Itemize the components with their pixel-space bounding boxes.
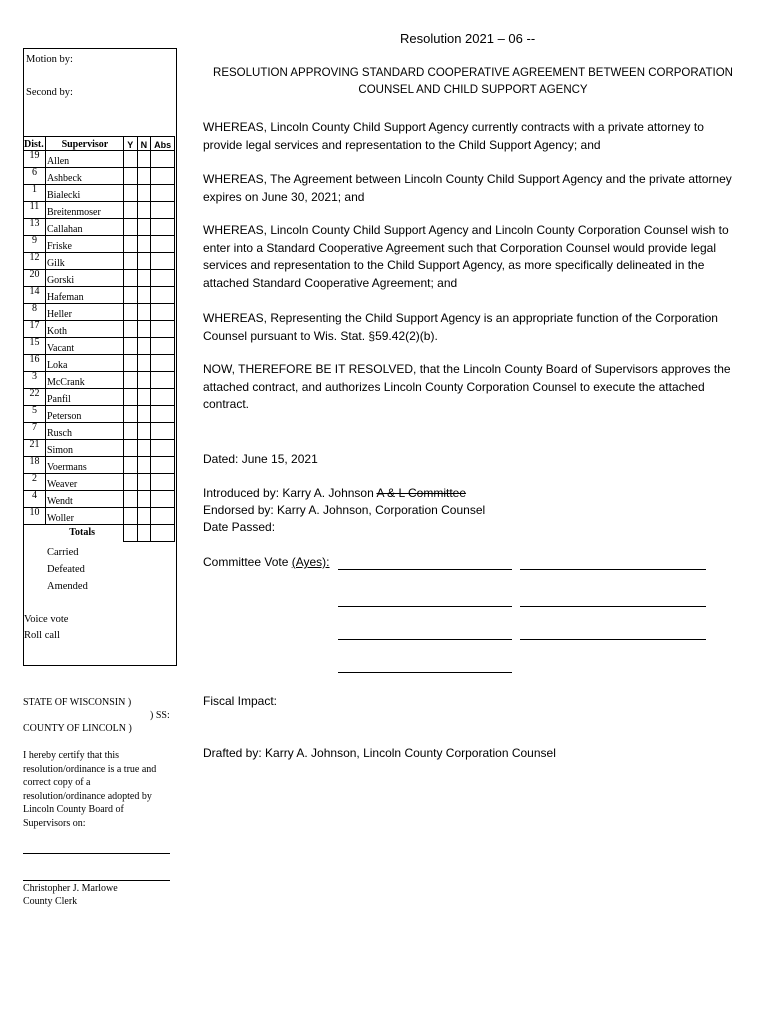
district-cell: 12	[24, 253, 46, 270]
committee-signature-line	[338, 606, 512, 607]
clerk-name: Christopher J. Marlowe	[23, 883, 118, 894]
supervisor-name-cell: Rusch	[45, 423, 123, 440]
no-vote-cell	[137, 253, 151, 270]
table-row	[24, 491, 175, 508]
table-row	[24, 168, 175, 185]
dated-line: Dated: June 15, 2021	[203, 452, 318, 466]
dist-header: Dist.	[24, 137, 46, 151]
no-vote-cell	[137, 423, 151, 440]
district-cell: 22	[24, 389, 46, 406]
supervisor-rows	[24, 151, 175, 542]
supervisor-name-cell: Gilk	[45, 253, 123, 270]
no-vote-cell	[137, 185, 151, 202]
state-line: STATE OF WISCONSIN )	[23, 697, 132, 708]
totals-label: Totals	[24, 525, 124, 542]
yes-vote-cell	[123, 406, 137, 423]
table-row	[24, 253, 175, 270]
abstain-vote-cell	[151, 440, 175, 457]
abstain-vote-cell	[151, 491, 175, 508]
introduced-struck-text: A & L Committee	[376, 486, 467, 500]
second-by-label: Second by:	[26, 87, 73, 98]
district-cell: 20	[24, 270, 46, 287]
abstain-vote-cell	[151, 423, 175, 440]
district-cell: 10	[24, 508, 46, 525]
abstain-vote-cell	[151, 338, 175, 355]
defeated-label: Defeated	[47, 564, 85, 575]
yes-vote-cell	[123, 185, 137, 202]
committee-signature-line	[520, 639, 706, 640]
abstain-vote-cell	[151, 253, 175, 270]
abstain-vote-cell	[151, 270, 175, 287]
supervisor-name-cell: Weaver	[45, 474, 123, 491]
endorsed-by-line: Endorsed by: Karry A. Johnson, Corporation Counsel	[203, 503, 486, 517]
yes-vote-cell	[123, 270, 137, 287]
yes-total-cell	[123, 525, 137, 542]
no-vote-cell	[137, 321, 151, 338]
yes-vote-cell	[123, 304, 137, 321]
supervisor-name-cell: Loka	[45, 355, 123, 372]
district-cell: 8	[24, 304, 46, 321]
yes-vote-cell	[123, 474, 137, 491]
no-vote-cell	[137, 202, 151, 219]
district-cell: 15	[24, 338, 46, 355]
committee-vote-label: Committee Vote	[203, 555, 289, 569]
abstain-vote-cell	[151, 185, 175, 202]
abstain-vote-cell	[151, 355, 175, 372]
supervisor-name-cell: Panfil	[45, 389, 123, 406]
abstain-vote-cell	[151, 321, 175, 338]
supervisor-name-cell: Bialecki	[45, 185, 123, 202]
supervisor-name-cell: Voermans	[45, 457, 123, 474]
table-row	[24, 321, 175, 338]
no-vote-cell	[137, 474, 151, 491]
table-row	[24, 219, 175, 236]
no-vote-cell	[137, 491, 151, 508]
table-row	[24, 389, 175, 406]
no-vote-cell	[137, 508, 151, 525]
committee-signature-line	[338, 569, 512, 570]
no-vote-cell	[137, 151, 151, 168]
table-row	[24, 372, 175, 389]
yes-vote-cell	[123, 491, 137, 508]
abstain-vote-cell	[151, 508, 175, 525]
no-vote-cell	[137, 389, 151, 406]
table-row	[24, 185, 175, 202]
county-line: COUNTY OF LINCOLN )	[23, 723, 132, 734]
table-row	[24, 287, 175, 304]
no-vote-cell	[137, 372, 151, 389]
district-cell: 17	[24, 321, 46, 338]
no-total-cell	[137, 525, 151, 542]
district-cell: 18	[24, 457, 46, 474]
supervisor-name-cell: Ashbeck	[45, 168, 123, 185]
fiscal-impact-line: Fiscal Impact:	[203, 694, 278, 708]
abstain-vote-cell	[151, 389, 175, 406]
yes-vote-cell	[123, 355, 137, 372]
abstain-vote-cell	[151, 287, 175, 304]
roll-call-label: Roll call	[24, 630, 60, 641]
abstain-vote-cell	[151, 474, 175, 491]
supervisor-name-cell: Hafeman	[45, 287, 123, 304]
table-row	[24, 440, 175, 457]
table-row	[24, 423, 175, 440]
committee-vote-line	[203, 554, 330, 572]
ss-line: ) SS:	[150, 710, 170, 721]
introduced-by-text: Introduced by: Karry A. Johnson	[203, 486, 374, 500]
supervisor-name-cell: Gorski	[45, 270, 123, 287]
no-vote-cell	[137, 270, 151, 287]
whereas-paragraph-3: WHEREAS, Lincoln County Child Support Agency and Lincoln County Corporation Counsel wish to enter into a Standard Cooperative Agreement such that Corporation Counsel would provide legal services and representation to the Child Support Agency, as more specifically delineated in the attached Standard Cooperative Agreement; and	[203, 223, 729, 290]
committee-vote-ayes: (Ayes):	[291, 555, 330, 569]
date-passed-line: Date Passed:	[203, 520, 276, 534]
committee-signature-line	[520, 569, 706, 570]
no-vote-cell	[137, 440, 151, 457]
drafted-by-line: Drafted by: Karry A. Johnson, Lincoln County Corporation Counsel	[203, 746, 556, 760]
carried-label: Carried	[47, 547, 79, 558]
no-vote-cell	[137, 168, 151, 185]
yes-vote-cell	[123, 338, 137, 355]
vote-record-box	[23, 48, 177, 666]
supervisor-name-cell: Heller	[45, 304, 123, 321]
introduced-by-line	[203, 485, 466, 503]
yes-vote-cell	[123, 287, 137, 304]
no-vote-cell	[137, 236, 151, 253]
whereas-paragraph-1: WHEREAS, Lincoln County Child Support Agency currently contracts with a private attorney to provide legal services and representation to the Child Support Agency; and	[203, 120, 704, 152]
yes-vote-cell	[123, 457, 137, 474]
supervisor-name-cell: Allen	[45, 151, 123, 168]
no-vote-cell	[137, 304, 151, 321]
no-vote-cell	[137, 406, 151, 423]
voice-vote-label: Voice vote	[24, 614, 69, 625]
yes-vote-cell	[123, 423, 137, 440]
supervisor-header: Supervisor	[45, 137, 123, 151]
abstain-vote-cell	[151, 168, 175, 185]
district-cell: 1	[24, 185, 46, 202]
no-vote-cell	[137, 338, 151, 355]
table-row	[24, 270, 175, 287]
abstain-vote-cell	[151, 304, 175, 321]
district-cell: 11	[24, 202, 46, 219]
abstain-vote-cell	[151, 236, 175, 253]
supervisor-name-cell: Peterson	[45, 406, 123, 423]
abstain-total-cell	[151, 525, 175, 542]
table-row	[24, 202, 175, 219]
yes-vote-cell	[123, 372, 137, 389]
roll-call-table	[23, 136, 175, 542]
abstain-header: Abs	[151, 137, 175, 151]
resolution-number: Resolution 2021 – 06 --	[400, 31, 536, 46]
supervisor-name-cell: Callahan	[45, 219, 123, 236]
yes-vote-cell	[123, 253, 137, 270]
table-row	[24, 236, 175, 253]
district-cell: 14	[24, 287, 46, 304]
district-cell: 5	[24, 406, 46, 423]
whereas-paragraph-4: WHEREAS, Representing the Child Support Agency is an appropriate function of the Corporation Counsel pursuant to Wis. Stat. §59.42(2)(b).	[203, 311, 718, 343]
supervisor-name-cell: McCrank	[45, 372, 123, 389]
yes-vote-cell	[123, 508, 137, 525]
certification-text: I hereby certify that this resolution/ordinance is a true and correct copy of a resolution/ordinance adopted by Lincoln County Board of Supervisors on:	[23, 750, 157, 829]
abstain-vote-cell	[151, 202, 175, 219]
no-vote-cell	[137, 219, 151, 236]
supervisor-name-cell: Koth	[45, 321, 123, 338]
supervisor-name-cell: Wendt	[45, 491, 123, 508]
district-cell: 19	[24, 151, 46, 168]
district-cell: 16	[24, 355, 46, 372]
district-cell: 7	[24, 423, 46, 440]
no-vote-cell	[137, 457, 151, 474]
abstain-vote-cell	[151, 457, 175, 474]
amended-label: Amended	[47, 581, 88, 592]
supervisor-name-cell: Breitenmoser	[45, 202, 123, 219]
yes-vote-cell	[123, 168, 137, 185]
yes-vote-cell	[123, 202, 137, 219]
yes-vote-cell	[123, 440, 137, 457]
motion-by-label: Motion by:	[26, 54, 73, 65]
title-line-1: RESOLUTION APPROVING STANDARD COOPERATIVE AGREEMENT BETWEEN CORPORATION	[213, 67, 733, 79]
district-cell: 6	[24, 168, 46, 185]
district-cell: 9	[24, 236, 46, 253]
whereas-paragraph-2: WHEREAS, The Agreement between Lincoln County Child Support Agency and the private attorney expires on June 30, 2021; and	[203, 172, 732, 204]
supervisor-name-cell: Simon	[45, 440, 123, 457]
no-vote-cell	[137, 287, 151, 304]
committee-signature-line	[338, 672, 512, 673]
totals-row	[24, 525, 175, 542]
supervisor-name-cell: Vacant	[45, 338, 123, 355]
abstain-vote-cell	[151, 406, 175, 423]
committee-signature-line	[338, 639, 512, 640]
no-vote-cell	[137, 355, 151, 372]
district-cell: 21	[24, 440, 46, 457]
table-row	[24, 406, 175, 423]
yes-vote-cell	[123, 151, 137, 168]
clerk-title: County Clerk	[23, 896, 78, 907]
signature-line-2	[23, 880, 170, 881]
district-cell: 3	[24, 372, 46, 389]
table-row	[24, 355, 175, 372]
district-cell: 13	[24, 219, 46, 236]
signature-line-1	[23, 853, 170, 854]
title-line-2: COUNSEL AND CHILD SUPPORT AGENCY	[358, 84, 588, 96]
committee-signature-line	[520, 606, 706, 607]
table-row	[24, 508, 175, 525]
table-row	[24, 474, 175, 491]
abstain-vote-cell	[151, 219, 175, 236]
yes-vote-cell	[123, 389, 137, 406]
yes-header: Y	[123, 137, 137, 151]
abstain-vote-cell	[151, 151, 175, 168]
yes-vote-cell	[123, 321, 137, 338]
yes-vote-cell	[123, 219, 137, 236]
resolved-paragraph: NOW, THEREFORE BE IT RESOLVED, that the Lincoln County Board of Supervisors approves the attached contract, and authorizes Lincoln County Corporation Counsel to execute the attached contract.	[203, 362, 731, 411]
table-row	[24, 304, 175, 321]
table-row	[24, 338, 175, 355]
table-header-row	[24, 137, 175, 151]
district-cell: 2	[24, 474, 46, 491]
yes-vote-cell	[123, 236, 137, 253]
supervisor-name-cell: Friske	[45, 236, 123, 253]
district-cell: 4	[24, 491, 46, 508]
abstain-vote-cell	[151, 372, 175, 389]
table-row	[24, 151, 175, 168]
table-row	[24, 457, 175, 474]
supervisor-name-cell: Woller	[45, 508, 123, 525]
no-header: N	[137, 137, 151, 151]
